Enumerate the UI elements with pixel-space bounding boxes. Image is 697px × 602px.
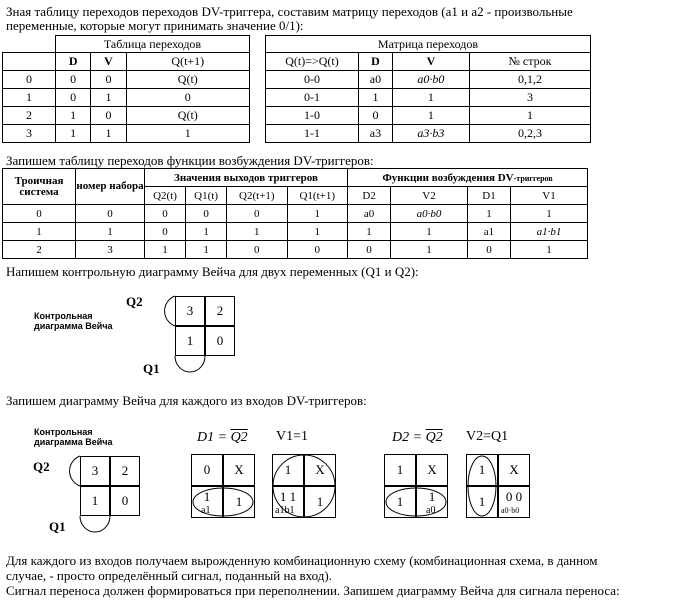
v2-grid: 1 X 1 0 0 a0·b0 xyxy=(466,454,530,518)
kmap1-q2-label: Q2 xyxy=(126,294,143,309)
table-cell: 1 xyxy=(227,223,287,241)
table-cell: 0-1 xyxy=(266,89,359,107)
table-cell: 1 xyxy=(392,89,469,107)
table-cell: 0 xyxy=(3,71,56,89)
kmap-cell: 1 xyxy=(223,486,255,518)
table-cell: 2 xyxy=(3,107,56,125)
table-cell: a3 xyxy=(359,125,393,143)
table-cell: V1 xyxy=(511,187,588,205)
table-cell: 0 xyxy=(91,71,126,89)
table-cell: номер набора xyxy=(76,169,145,205)
table-cell: 1 xyxy=(126,125,249,143)
table-cell: 1 xyxy=(359,89,393,107)
kmap-cell: 1 xyxy=(384,454,416,486)
outro-line-1: Для каждого из входов получаем вырожденную комбинационную схему (комбинационная схема, в данном xyxy=(6,553,598,568)
kmap-cell: 2 xyxy=(110,456,140,486)
table-cell: 3 xyxy=(76,241,145,259)
kmap-cell: 1 xyxy=(304,486,336,518)
table-cell: 1 xyxy=(287,205,347,223)
excitation-table xyxy=(2,168,588,259)
table-cell: a0 xyxy=(348,205,391,223)
table-cell: 0 xyxy=(56,89,91,107)
d2-formula: D2 = Q2 xyxy=(392,430,443,445)
table-cell: a1 xyxy=(467,223,510,241)
transition-table xyxy=(2,35,250,143)
table-cell: a1·b1 xyxy=(511,223,588,241)
kmap-cell: 0 0 xyxy=(498,486,530,518)
kmap-cell: 2 xyxy=(205,296,235,326)
table-cell: 0,1,2 xyxy=(469,71,590,89)
table-cell: Q(t) xyxy=(126,71,249,89)
table-cell: 0 xyxy=(227,205,287,223)
v2-formula: V2=Q1 xyxy=(466,429,509,444)
table-cell: 0 xyxy=(126,89,249,107)
table-cell: 1 xyxy=(348,223,391,241)
kmap2-q2-label: Q2 xyxy=(33,459,50,474)
kmap1-grid xyxy=(175,296,235,356)
table-cell: 0 xyxy=(467,241,510,259)
d1-formula: D1 = Q2 xyxy=(197,430,248,445)
kmap-cell: 1 xyxy=(175,326,205,356)
table-cell: D xyxy=(359,53,393,71)
transition-matrix xyxy=(265,35,591,143)
table-cell: 1 xyxy=(145,241,186,259)
table-cell: 1-0 xyxy=(266,107,359,125)
kmap-cell: 0 xyxy=(110,486,140,516)
kmap-cell: X xyxy=(498,454,530,486)
table-cell: 1 xyxy=(3,89,56,107)
table-cell: Значения выходов триггеров xyxy=(145,169,348,187)
intro-line-2: переменные, которые могут принимать значение 0/1): xyxy=(6,18,304,33)
table-cell: Q(t) xyxy=(126,107,249,125)
table-cell: 0 xyxy=(359,107,393,125)
kmap2-grid xyxy=(80,456,140,516)
table-cell xyxy=(3,36,56,53)
table-cell: № строк xyxy=(469,53,590,71)
table-cell: Q2(t+1) xyxy=(227,187,287,205)
table-cell: 1 xyxy=(91,125,126,143)
kmap-cell: 3 xyxy=(175,296,205,326)
table-cell: 2 xyxy=(3,241,76,259)
kmap-cell: 1 1 xyxy=(272,486,304,518)
table-cell: a0·b0 xyxy=(392,71,469,89)
table-cell: Q1(t+1) xyxy=(287,187,347,205)
intro-line-1: Зная таблицу переходов переходов DV-триггера, составим матрицу переходов (a1 и a2 - произвольные xyxy=(6,4,573,19)
transition-matrix-title: Матрица переходов xyxy=(266,36,591,53)
table-cell: 1 xyxy=(76,223,145,241)
table-cell: 0 xyxy=(76,205,145,223)
kmap-cell: X xyxy=(304,454,336,486)
table-cell: 1 xyxy=(287,223,347,241)
table-cell: a0 xyxy=(359,71,393,89)
d1-grid: 0 X 1 1 a1 xyxy=(191,454,255,518)
table-cell: 1 xyxy=(56,125,91,143)
excitation-line: Запишем таблицу переходов функции возбуждения DV-триггеров: xyxy=(6,153,374,168)
table-cell: D xyxy=(56,53,91,71)
table-cell: 0 xyxy=(227,241,287,259)
table-cell: 1 xyxy=(3,223,76,241)
veitch-each-line: Запишем диаграмму Вейча для каждого из входов DV-триггеров: xyxy=(6,393,367,408)
table-cell: 0 xyxy=(56,71,91,89)
kmap-cell: 1 xyxy=(384,486,416,518)
table-cell: Троичная система xyxy=(3,169,76,205)
table-cell: Q1(t) xyxy=(186,187,227,205)
table-cell: 0,2,3 xyxy=(469,125,590,143)
table-cell: 1 xyxy=(467,205,510,223)
kmap-cell: 0 xyxy=(191,454,223,486)
table-cell: Q(t)=>Q(t) xyxy=(266,53,359,71)
kmap-cell: 1 xyxy=(80,486,110,516)
table-cell: 0 xyxy=(348,241,391,259)
v1-formula: V1=1 xyxy=(276,429,309,444)
table-cell: a0·b0 xyxy=(391,205,468,223)
table-cell: 3 xyxy=(3,125,56,143)
table-cell: V xyxy=(91,53,126,71)
table-cell: Q(t+1) xyxy=(126,53,249,71)
kmap-cell: 1 xyxy=(466,454,498,486)
table-cell: Функции возбуждения DV-триггеров xyxy=(348,169,588,187)
kmap-cell: 1 xyxy=(191,486,223,518)
table-cell: 0 xyxy=(186,205,227,223)
kmap-cell: 1 xyxy=(466,486,498,518)
table-cell: 1 xyxy=(392,107,469,125)
table-cell: D2 xyxy=(348,187,391,205)
table-cell: 0 xyxy=(145,205,186,223)
veitch2-line: Напишем контрольную диаграмму Вейча для двух переменных (Q1 и Q2): xyxy=(6,264,419,279)
table-cell: V xyxy=(392,53,469,71)
kmap2-caption: Контрольная диаграмма Вейча xyxy=(34,427,113,447)
table-cell: 1 xyxy=(469,107,590,125)
transition-table-title: Таблица переходов xyxy=(56,36,250,53)
table-cell: 1 xyxy=(391,223,468,241)
kmap-cell: X xyxy=(223,454,255,486)
table-cell: 0 xyxy=(145,223,186,241)
table-cell: 0 xyxy=(3,205,76,223)
table-cell: V2 xyxy=(391,187,468,205)
table-cell: a3·b3 xyxy=(392,125,469,143)
table-cell: 0 xyxy=(91,107,126,125)
outro-line-2: случае, - просто определённый сигнал, поданный на вход). xyxy=(6,568,332,583)
d2-grid: 1 X 1 1 a0 xyxy=(384,454,448,518)
table-cell: 1 xyxy=(391,241,468,259)
outro-line-3: Сигнал переноса должен формироваться при переполнении. Запишем диаграмму Вейча для сигнала переноса: xyxy=(6,583,620,598)
table-cell: D1 xyxy=(467,187,510,205)
table-cell: Q2(t) xyxy=(145,187,186,205)
kmap2-q1-label: Q1 xyxy=(49,519,66,534)
table-cell: 1-1 xyxy=(266,125,359,143)
table-cell: 3 xyxy=(469,89,590,107)
kmap-cell: X xyxy=(416,454,448,486)
table-cell: 0-0 xyxy=(266,71,359,89)
kmap1-q1-label: Q1 xyxy=(143,361,160,376)
table-cell: 1 xyxy=(511,205,588,223)
kmap-cell: 1 xyxy=(416,486,448,518)
table-cell: 1 xyxy=(186,241,227,259)
v1-grid: 1 X 1 1 1 a1b1 xyxy=(272,454,336,518)
kmap-cell: 0 xyxy=(205,326,235,356)
table-cell: 1 xyxy=(186,223,227,241)
table-cell: 1 xyxy=(511,241,588,259)
kmap-cell: 3 xyxy=(80,456,110,486)
table-cell: 1 xyxy=(91,89,126,107)
kmap1-caption: Контрольная диаграмма Вейча xyxy=(34,311,113,331)
kmap-cell: 1 xyxy=(272,454,304,486)
table-cell: 1 xyxy=(56,107,91,125)
table-cell: 0 xyxy=(287,241,347,259)
table-cell xyxy=(3,53,56,71)
